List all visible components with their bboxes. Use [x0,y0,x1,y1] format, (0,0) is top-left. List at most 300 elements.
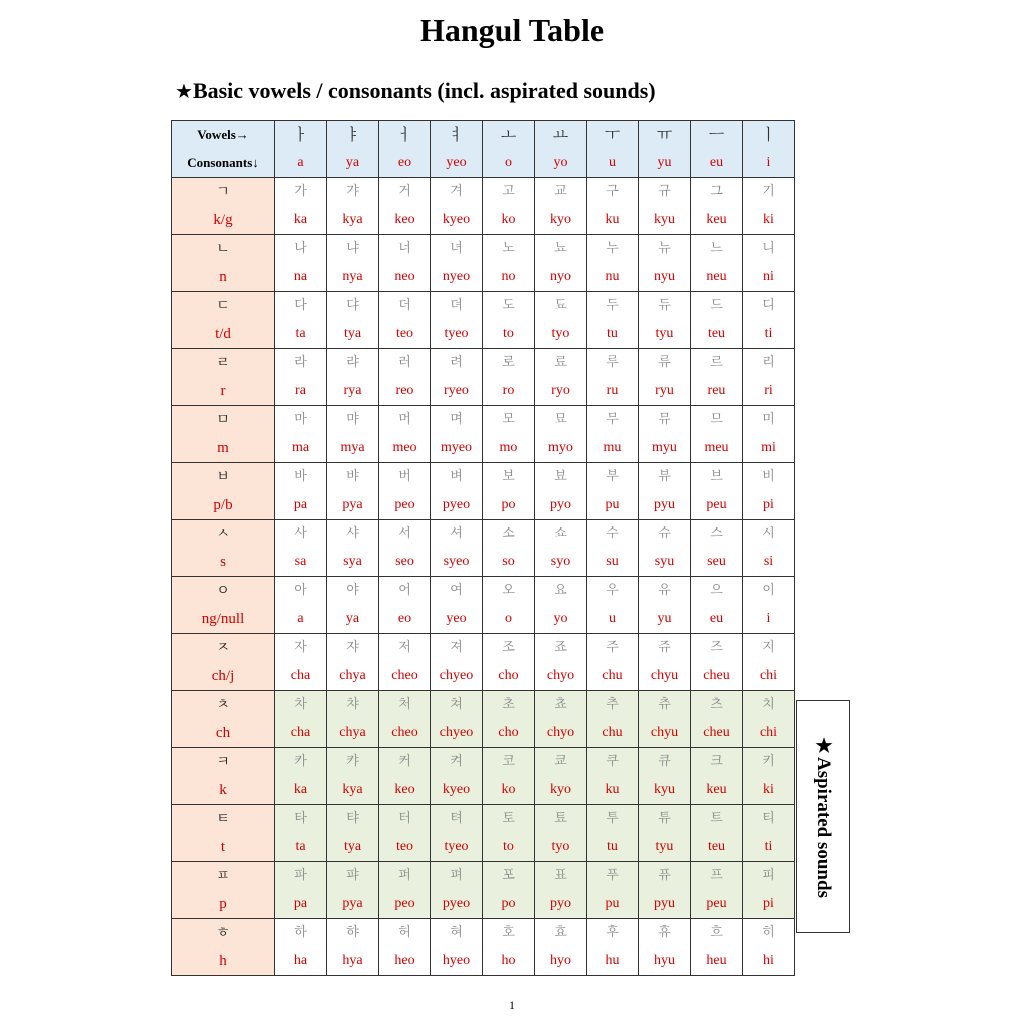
syllable-cell: 스 [691,520,743,549]
romanization-cell: teo [379,833,431,862]
table-row [172,719,795,748]
syllable-cell: 듀 [639,292,691,321]
syllable-cell: 토 [483,805,535,834]
syllable-cell: 혀 [431,919,483,948]
table-row [172,178,795,207]
romanization-cell: pi [743,890,795,919]
romanization-cell: kyo [535,206,587,235]
table-row [172,662,795,691]
syllable-cell: 모 [483,406,535,435]
romanization-cell: chya [327,719,379,748]
vowel-jamo-cell: ㅓ [379,121,431,150]
consonant-jamo-cell: ㅍ [172,862,275,891]
syllable-cell: 그 [691,178,743,207]
syllable-cell: 뱌 [327,463,379,492]
romanization-cell: ha [275,947,327,976]
syllable-cell: 퍼 [379,862,431,891]
consonant-roman-cell: h [172,947,275,976]
syllable-cell: 부 [587,463,639,492]
romanization-cell: pa [275,890,327,919]
header-row-roman [172,149,795,178]
romanization-cell: ryu [639,377,691,406]
syllable-cell: 냐 [327,235,379,264]
romanization-cell: peo [379,491,431,520]
star-icon: ★ [175,79,193,103]
syllable-cell: 파 [275,862,327,891]
romanization-cell: pyeo [431,890,483,919]
syllable-cell: 쿄 [535,748,587,777]
table-row [172,890,795,919]
romanization-cell: chu [587,719,639,748]
syllable-cell: 디 [743,292,795,321]
syllable-cell: 규 [639,178,691,207]
romanization-cell: ki [743,776,795,805]
table-row [172,634,795,663]
romanization-cell: kyu [639,776,691,805]
table-row [172,805,795,834]
syllable-cell: 주 [587,634,639,663]
syllable-cell: 너 [379,235,431,264]
romanization-cell: kyeo [431,206,483,235]
romanization-cell: ko [483,776,535,805]
romanization-cell: chi [743,719,795,748]
syllable-cell: 더 [379,292,431,321]
syllable-cell: 겨 [431,178,483,207]
romanization-cell: ku [587,776,639,805]
romanization-cell: tu [587,320,639,349]
syllable-cell: 허 [379,919,431,948]
syllable-cell: 나 [275,235,327,264]
romanization-cell: eo [379,605,431,634]
romanization-cell: ra [275,377,327,406]
romanization-cell: tya [327,320,379,349]
romanization-cell: pi [743,491,795,520]
romanization-cell: tya [327,833,379,862]
romanization-cell: hu [587,947,639,976]
syllable-cell: 유 [639,577,691,606]
syllable-cell: 수 [587,520,639,549]
romanization-cell: heu [691,947,743,976]
romanization-cell: pyo [535,491,587,520]
consonant-roman-cell: ch/j [172,662,275,691]
syllable-cell: 보 [483,463,535,492]
syllable-cell: 큐 [639,748,691,777]
syllable-cell: 펴 [431,862,483,891]
romanization-cell: hyeo [431,947,483,976]
consonant-roman-cell: k [172,776,275,805]
romanization-cell: ri [743,377,795,406]
table-row [172,577,795,606]
romanization-cell: pyu [639,890,691,919]
syllable-cell: 크 [691,748,743,777]
consonant-jamo-cell: ㅂ [172,463,275,492]
section-subtitle [175,78,656,104]
romanization-cell: po [483,890,535,919]
romanization-cell: ma [275,434,327,463]
vowel-jamo-cell: ㅛ [535,121,587,150]
page-title: Hangul Table [419,12,605,48]
table-row [172,776,795,805]
romanization-cell: pu [587,890,639,919]
syllable-cell: 튜 [639,805,691,834]
syllable-cell: 류 [639,349,691,378]
romanization-cell: po [483,491,535,520]
romanization-cell: so [483,548,535,577]
syllable-cell: 추 [587,691,639,720]
syllable-cell: 서 [379,520,431,549]
romanization-cell: ki [743,206,795,235]
romanization-cell: myeo [431,434,483,463]
romanization-cell: tyeo [431,833,483,862]
syllable-cell: 묘 [535,406,587,435]
romanization-cell: peu [691,491,743,520]
consonant-jamo-cell: ㅇ [172,577,275,606]
consonants-label: Consonants↓ [172,149,275,178]
romanization-cell: pyu [639,491,691,520]
syllable-cell: 마 [275,406,327,435]
syllable-cell: 바 [275,463,327,492]
romanization-cell: kyeo [431,776,483,805]
syllable-cell: 브 [691,463,743,492]
romanization-cell: syu [639,548,691,577]
romanization-cell: su [587,548,639,577]
consonant-roman-cell: r [172,377,275,406]
table-row [172,206,795,235]
syllable-cell: 커 [379,748,431,777]
vowel-roman-cell: yo [535,149,587,178]
syllable-cell: 료 [535,349,587,378]
consonant-roman-cell: p [172,890,275,919]
romanization-cell: hya [327,947,379,976]
table-row [172,491,795,520]
syllable-cell: 아 [275,577,327,606]
syllable-cell: 표 [535,862,587,891]
table-row [172,349,795,378]
romanization-cell: meo [379,434,431,463]
romanization-cell: nu [587,263,639,292]
syllable-cell: 뵤 [535,463,587,492]
syllable-cell: 사 [275,520,327,549]
syllable-cell: 챠 [327,691,379,720]
consonant-roman-cell: s [172,548,275,577]
syllable-cell: 러 [379,349,431,378]
romanization-cell: pya [327,491,379,520]
romanization-cell: chi [743,662,795,691]
syllable-cell: 쿠 [587,748,639,777]
romanization-cell: nya [327,263,379,292]
romanization-cell: neu [691,263,743,292]
syllable-cell: 드 [691,292,743,321]
syllable-cell: 퓨 [639,862,691,891]
syllable-cell: 비 [743,463,795,492]
romanization-cell: ti [743,320,795,349]
syllable-cell: 쇼 [535,520,587,549]
syllable-cell: 가 [275,178,327,207]
table-row [172,463,795,492]
romanization-cell: meu [691,434,743,463]
vowel-jamo-cell: ㅜ [587,121,639,150]
syllable-cell: 리 [743,349,795,378]
romanization-cell: hi [743,947,795,976]
romanization-cell: eu [691,605,743,634]
vowel-jamo-cell: ㅑ [327,121,379,150]
romanization-cell: chyo [535,662,587,691]
table-row [172,548,795,577]
syllable-cell: 조 [483,634,535,663]
consonant-jamo-cell: ㄷ [172,292,275,321]
romanization-cell: pa [275,491,327,520]
vowel-roman-cell: i [743,149,795,178]
syllable-cell: 저 [379,634,431,663]
romanization-cell: reu [691,377,743,406]
syllable-cell: 누 [587,235,639,264]
vowel-roman-cell: a [275,149,327,178]
syllable-cell: 휴 [639,919,691,948]
syllable-cell: 카 [275,748,327,777]
romanization-cell: pu [587,491,639,520]
vowel-roman-cell: u [587,149,639,178]
romanization-cell: peo [379,890,431,919]
syllable-cell: 지 [743,634,795,663]
hangul-table [171,120,795,976]
syllable-cell: 죠 [535,634,587,663]
table-row [172,377,795,406]
romanization-cell: neo [379,263,431,292]
consonant-roman-cell: ch [172,719,275,748]
romanization-cell: to [483,320,535,349]
syllable-cell: 자 [275,634,327,663]
syllable-cell: 벼 [431,463,483,492]
syllable-cell: 여 [431,577,483,606]
romanization-cell: ko [483,206,535,235]
romanization-cell: myo [535,434,587,463]
syllable-cell: 다 [275,292,327,321]
table-row [172,947,795,976]
syllable-cell: 캬 [327,748,379,777]
romanization-cell: yeo [431,605,483,634]
syllable-cell: 차 [275,691,327,720]
romanization-cell: tyo [535,833,587,862]
syllable-cell: 툐 [535,805,587,834]
romanization-cell: ta [275,833,327,862]
syllable-cell: 야 [327,577,379,606]
vowel-roman-cell: yeo [431,149,483,178]
romanization-cell: ya [327,605,379,634]
romanization-cell: ho [483,947,535,976]
romanization-cell: rya [327,377,379,406]
romanization-cell: ryo [535,377,587,406]
syllable-cell: 댜 [327,292,379,321]
consonant-jamo-cell: ㅎ [172,919,275,948]
romanization-cell: nyeo [431,263,483,292]
romanization-cell: cho [483,719,535,748]
table-row [172,691,795,720]
aspirated-sounds-label: ★Aspirated sounds [813,735,834,898]
consonant-jamo-cell: ㅅ [172,520,275,549]
syllable-cell: 머 [379,406,431,435]
consonant-jamo-cell: ㄱ [172,178,275,207]
table-row [172,235,795,264]
syllable-cell: 푸 [587,862,639,891]
syllable-cell: 투 [587,805,639,834]
romanization-cell: tu [587,833,639,862]
romanization-cell: kya [327,776,379,805]
romanization-cell: ru [587,377,639,406]
romanization-cell: hyu [639,947,691,976]
table-row [172,919,795,948]
table-row [172,292,795,321]
romanization-cell: ti [743,833,795,862]
romanization-cell: tyu [639,320,691,349]
romanization-cell: to [483,833,535,862]
syllable-cell: 요 [535,577,587,606]
consonant-roman-cell: ng/null [172,605,275,634]
syllable-cell: 피 [743,862,795,891]
table-row [172,862,795,891]
syllable-cell: 뇨 [535,235,587,264]
syllable-cell: 쳐 [431,691,483,720]
syllable-cell: 니 [743,235,795,264]
romanization-cell: keo [379,776,431,805]
vowel-roman-cell: eu [691,149,743,178]
syllable-cell: 쵸 [535,691,587,720]
consonant-jamo-cell: ㅋ [172,748,275,777]
syllable-cell: 오 [483,577,535,606]
consonant-jamo-cell: ㅈ [172,634,275,663]
syllable-cell: 타 [275,805,327,834]
syllable-cell: 느 [691,235,743,264]
syllable-cell: 랴 [327,349,379,378]
romanization-cell: pyeo [431,491,483,520]
romanization-cell: mi [743,434,795,463]
vowel-jamo-cell: ㅗ [483,121,535,150]
syllable-cell: 구 [587,178,639,207]
vowels-label: Vowels→ [172,121,275,150]
romanization-cell: ni [743,263,795,292]
romanization-cell: chyeo [431,719,483,748]
syllable-cell: 샤 [327,520,379,549]
romanization-cell: ta [275,320,327,349]
syllable-cell: 소 [483,520,535,549]
syllable-cell: 으 [691,577,743,606]
syllable-cell: 햐 [327,919,379,948]
romanization-cell: pya [327,890,379,919]
romanization-cell: teu [691,320,743,349]
syllable-cell: 코 [483,748,535,777]
romanization-cell: keu [691,206,743,235]
romanization-cell: reo [379,377,431,406]
romanization-cell: chyeo [431,662,483,691]
romanization-cell: heo [379,947,431,976]
romanization-cell: kyo [535,776,587,805]
syllable-cell: 갸 [327,178,379,207]
romanization-cell: chyo [535,719,587,748]
romanization-cell: mo [483,434,535,463]
romanization-cell: kyu [639,206,691,235]
syllable-cell: 퍄 [327,862,379,891]
romanization-cell: mu [587,434,639,463]
romanization-cell: chu [587,662,639,691]
syllable-cell: 켜 [431,748,483,777]
romanization-cell: ku [587,206,639,235]
romanization-cell: cheu [691,719,743,748]
romanization-cell: ka [275,206,327,235]
syllable-cell: 라 [275,349,327,378]
romanization-cell: nyu [639,263,691,292]
syllable-cell: 르 [691,349,743,378]
table-row [172,320,795,349]
syllable-cell: 먀 [327,406,379,435]
table-row [172,748,795,777]
romanization-cell: syo [535,548,587,577]
consonant-roman-cell: t [172,833,275,862]
syllable-cell: 뮤 [639,406,691,435]
syllable-cell: 려 [431,349,483,378]
vowel-roman-cell: yu [639,149,691,178]
romanization-cell: seo [379,548,431,577]
syllable-cell: 하 [275,919,327,948]
romanization-cell: nyo [535,263,587,292]
syllable-cell: 며 [431,406,483,435]
syllable-cell: 효 [535,919,587,948]
syllable-cell: 므 [691,406,743,435]
syllable-cell: 쥬 [639,634,691,663]
romanization-cell: chyu [639,662,691,691]
romanization-cell: ro [483,377,535,406]
syllable-cell: 키 [743,748,795,777]
consonant-jamo-cell: ㅊ [172,691,275,720]
romanization-cell: hyo [535,947,587,976]
romanization-cell: teu [691,833,743,862]
table-row [172,263,795,292]
syllable-cell: 녀 [431,235,483,264]
page-number: 1 [509,998,515,1012]
syllable-cell: 뉴 [639,235,691,264]
romanization-cell: na [275,263,327,292]
romanization-cell: cha [275,719,327,748]
romanization-cell: no [483,263,535,292]
syllable-cell: 즈 [691,634,743,663]
syllable-cell: 슈 [639,520,691,549]
romanization-cell: keo [379,206,431,235]
romanization-cell: i [743,605,795,634]
romanization-cell: tyu [639,833,691,862]
romanization-cell: keu [691,776,743,805]
syllable-cell: 도 [483,292,535,321]
syllable-cell: 히 [743,919,795,948]
syllable-cell: 프 [691,862,743,891]
table-row [172,520,795,549]
syllable-cell: 고 [483,178,535,207]
romanization-cell: yo [535,605,587,634]
syllable-cell: 뎌 [431,292,483,321]
vowel-roman-cell: ya [327,149,379,178]
consonant-jamo-cell: ㅁ [172,406,275,435]
syllable-cell: 탸 [327,805,379,834]
header-row-jamo [172,121,795,150]
romanization-cell: u [587,605,639,634]
romanization-cell: peu [691,890,743,919]
table-row [172,833,795,862]
syllable-cell: 츠 [691,691,743,720]
table-row [172,605,795,634]
romanization-cell: cha [275,662,327,691]
syllable-cell: 미 [743,406,795,435]
vowel-roman-cell: o [483,149,535,178]
romanization-cell: cheo [379,662,431,691]
consonant-jamo-cell: ㅌ [172,805,275,834]
romanization-cell: teo [379,320,431,349]
